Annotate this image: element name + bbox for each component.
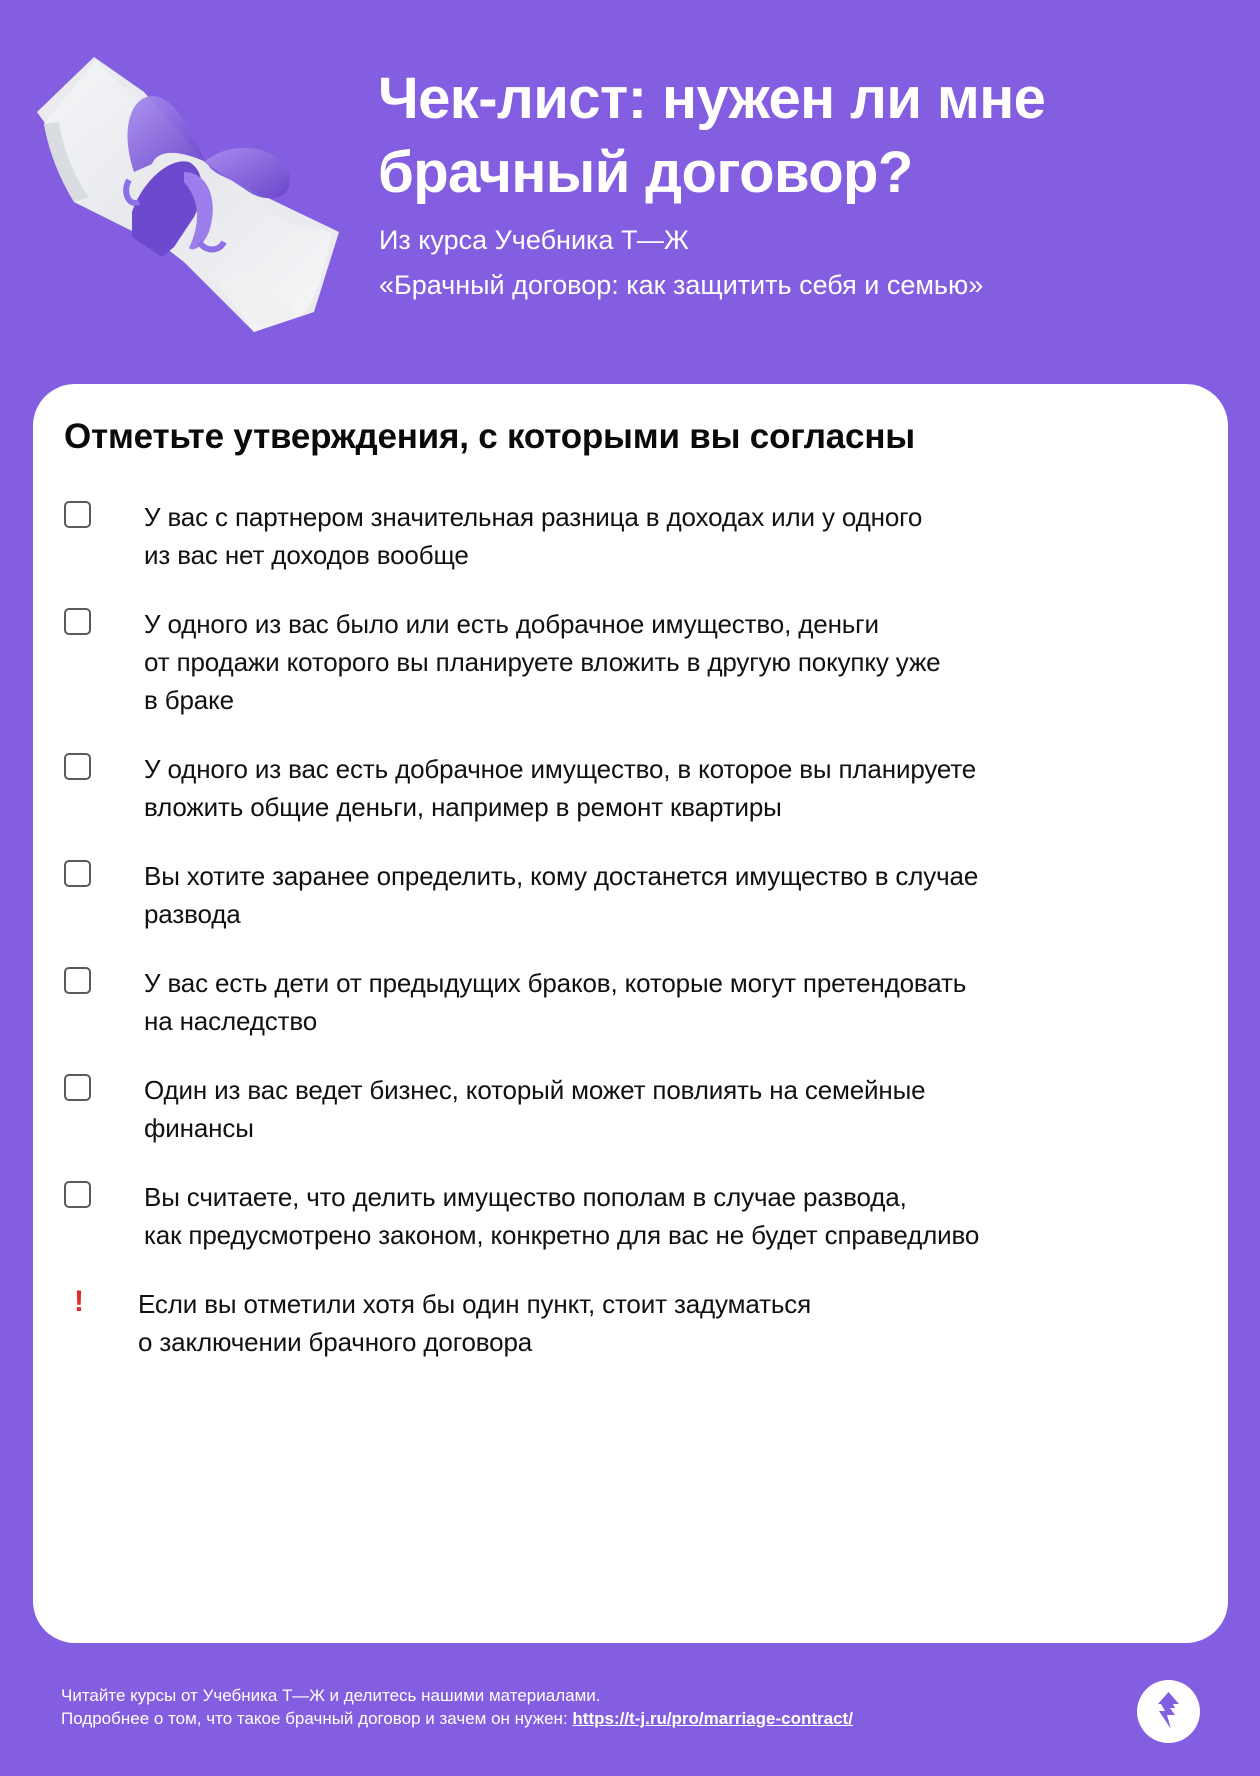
checkbox[interactable] xyxy=(64,608,91,635)
checkbox[interactable] xyxy=(64,1074,91,1101)
checkbox[interactable] xyxy=(64,860,91,887)
title-line: Чек-лист: нужен ли мне xyxy=(378,66,1046,131)
item-line: от продажи которого вы планируете вложить в другую покупку уже xyxy=(144,647,941,677)
checklist-item[interactable] xyxy=(64,964,1214,1040)
course-source: Из курса Учебника Т—Ж xyxy=(379,225,689,255)
warning-note xyxy=(64,1285,1214,1361)
checklist-item[interactable] xyxy=(64,1178,1214,1254)
checklist-item[interactable] xyxy=(64,750,1214,826)
marriage-contract-link[interactable]: https://t-j.ru/pro/marriage-contract/ xyxy=(572,1709,853,1728)
checklist-card xyxy=(33,384,1228,1643)
title-line: брачный договор? xyxy=(378,140,913,205)
page-title xyxy=(378,62,1218,210)
item-line: как предусмотрено законом, конкретно для вас не будет справедливо xyxy=(144,1220,980,1250)
warning-line: о заключении брачного договора xyxy=(138,1327,533,1357)
checklist-item-text xyxy=(144,605,1214,719)
item-line: развода xyxy=(144,899,241,929)
warning-text xyxy=(138,1285,1214,1361)
item-line: в браке xyxy=(144,685,234,715)
checklist xyxy=(64,498,1214,1361)
checkbox[interactable] xyxy=(64,501,91,528)
item-line: У одного из вас было или есть добрачное имущество, деньги xyxy=(144,609,879,639)
item-line: Вы хотите заранее определить, кому достанется имущество в случае xyxy=(144,861,979,891)
checklist-item-text xyxy=(144,857,1214,933)
item-line: Один из вас ведет бизнес, который может повлиять на семейные xyxy=(144,1075,926,1105)
item-line: на наследство xyxy=(144,1006,318,1036)
warning-line: Если вы отметили хотя бы один пункт, стоит задуматься xyxy=(138,1289,812,1319)
checklist-item-text xyxy=(144,1178,1214,1254)
footer-line xyxy=(61,1707,853,1730)
item-line: У одного из вас есть добрачное имущество, в которое вы планируете xyxy=(144,754,977,784)
checkbox[interactable] xyxy=(64,967,91,994)
checklist-item[interactable] xyxy=(64,605,1214,719)
checklist-item[interactable] xyxy=(64,1071,1214,1147)
item-line: У вас с партнером значительная разница в доходах или у одного xyxy=(144,502,923,532)
course-subtitle xyxy=(379,218,1239,308)
item-line: из вас нет доходов вообще xyxy=(144,540,469,570)
course-name: «Брачный договор: как защитить себя и семью» xyxy=(379,270,984,300)
checklist-item-text xyxy=(144,964,1214,1040)
checklist-item-text xyxy=(144,1071,1214,1147)
checklist-heading: Отметьте утверждения, с которыми вы согласны xyxy=(64,417,915,456)
checklist-item[interactable] xyxy=(64,857,1214,933)
tj-logo[interactable] xyxy=(1137,1680,1200,1743)
footer xyxy=(61,1684,853,1730)
checkbox[interactable] xyxy=(64,753,91,780)
exclamation-icon: ! xyxy=(74,1285,84,1318)
scroll-with-ribbon-icon xyxy=(34,52,344,338)
footer-line: Читайте курсы от Учебника Т—Ж и делитесь нашими материалами. xyxy=(61,1686,601,1705)
item-line: вложить общие деньги, например в ремонт квартиры xyxy=(144,792,782,822)
checklist-item-text xyxy=(144,750,1214,826)
footer-link-prefix: Подробнее о том, что такое брачный договор и зачем он нужен: xyxy=(61,1709,573,1728)
checklist-item[interactable] xyxy=(64,498,1214,574)
item-line: Вы считаете, что делить имущество пополам в случае развода, xyxy=(144,1182,907,1212)
checkbox[interactable] xyxy=(64,1181,91,1208)
item-line: финансы xyxy=(144,1113,254,1143)
checklist-item-text xyxy=(144,498,1214,574)
item-line: У вас есть дети от предыдущих браков, которые могут претендовать xyxy=(144,968,967,998)
tj-lightning-arrow-icon xyxy=(1137,1680,1200,1743)
